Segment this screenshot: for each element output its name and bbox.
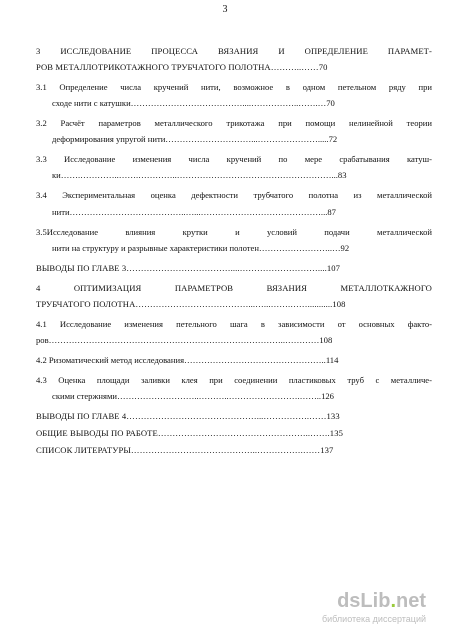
- watermark-subtitle: библиотека диссертаций: [321, 614, 426, 624]
- toc-entry-sec3-5-line-2: нити на структуру и разрывные характеристики полотен……………………..…92: [52, 243, 350, 253]
- toc-entry-sec3-line-2: РОВ МЕТАЛЛОТРИКОТАЖНОГО ТРУБЧАТОГО ПОЛОТНА………..……70: [36, 62, 328, 72]
- page-number: 3: [222, 4, 228, 15]
- toc-entry-sec3-line-1: 3 ИССЛЕДОВАНИЕ ПРОЦЕССА ВЯЗАНИЯ И ОПРЕДЕЛЕНИЕ ПАРАМЕТ-: [36, 46, 432, 56]
- toc-entry-sec3-3-line-2: ки…….…………..…….…………..………………………………………………...83: [52, 170, 347, 180]
- watermark-logo: [286, 590, 426, 628]
- toc-entry-sec3-1-line-1: 3.1 Определение числа кручений нити, возможное в одном петельном ряду при: [36, 82, 432, 92]
- toc-entry-sec4-3-line-2: скими стержнями………………………..………..…………………….……..126: [52, 391, 334, 401]
- toc-entry-sec4-1-line-1: 4.1 Исследование изменения петельного шага в зависимости от основных факто-: [36, 319, 432, 329]
- toc-entry-sec3-2-line-1: 3.2 Расчёт параметров металлического трикотажа при помощи нелинейной теории: [36, 118, 432, 128]
- toc-entry-refs-line-1: СПИСОК ЛИТЕРАТУРЫ……………………………………..…………….……137: [36, 445, 334, 455]
- toc-entry-sec4-line-1: 4 ОПТИМИЗАЦИЯ ПАРАМЕТРОВ ВЯЗАНИЯ МЕТАЛЛОТКАЖНОГО: [36, 283, 432, 293]
- toc-entry-sec3-2-line-2: деформирования упругой нити…………………………...………………….....72: [52, 134, 338, 144]
- toc-entry-sec3-4-line-1: 3.4 Экспериментальная оценка дефектности трубчатого полотна из металлической: [36, 190, 432, 200]
- toc-entry-sec4-3-line-1: 4.3 Оценка площади заливки клея при соединении пластиковых труб с металличе-: [36, 375, 432, 385]
- toc-entry-conc3-line-1: ВЫВОДЫ ПО ГЛАВЕ 3………………………………....………………………....107: [36, 263, 341, 273]
- toc-entry-sec3-5-line-1: 3.5Исследование влияния крутки и условий подачи металлической: [36, 227, 432, 237]
- toc-entry-conc4-line-1: ВЫВОДЫ ПО ГЛАВЕ 4………………………………………...…………….……133: [36, 411, 340, 421]
- toc-entry-sec3-4-line-2: нити…………………………………..…...……………………………………...87: [52, 207, 336, 217]
- toc-entry-sec4-1-line-2: ров………………………………………………………………………..…………108: [36, 335, 333, 345]
- toc-entry-sec3-3-line-1: 3.3 Исследование изменения числа кручений по мере срабатывания катуш-: [36, 154, 432, 164]
- toc-entry-sec3-1-line-2: сходе нити с катушки…………………………………....……………..…….…70: [52, 98, 335, 108]
- toc-entry-sec4-line-2: ТРУБЧАТОГО ПОЛОТНА…………………………………...…...…….……...........108: [36, 299, 346, 309]
- toc-entry-general-line-1: ОБЩИЕ ВЫВОДЫ ПО РАБОТЕ……………………………………………..…….135: [36, 428, 343, 438]
- toc-entry-sec4-2-line-1: 4.2 Ризоматический метод исследования…………………………………………..114: [36, 355, 339, 365]
- watermark-title: dsLib.net: [337, 590, 426, 612]
